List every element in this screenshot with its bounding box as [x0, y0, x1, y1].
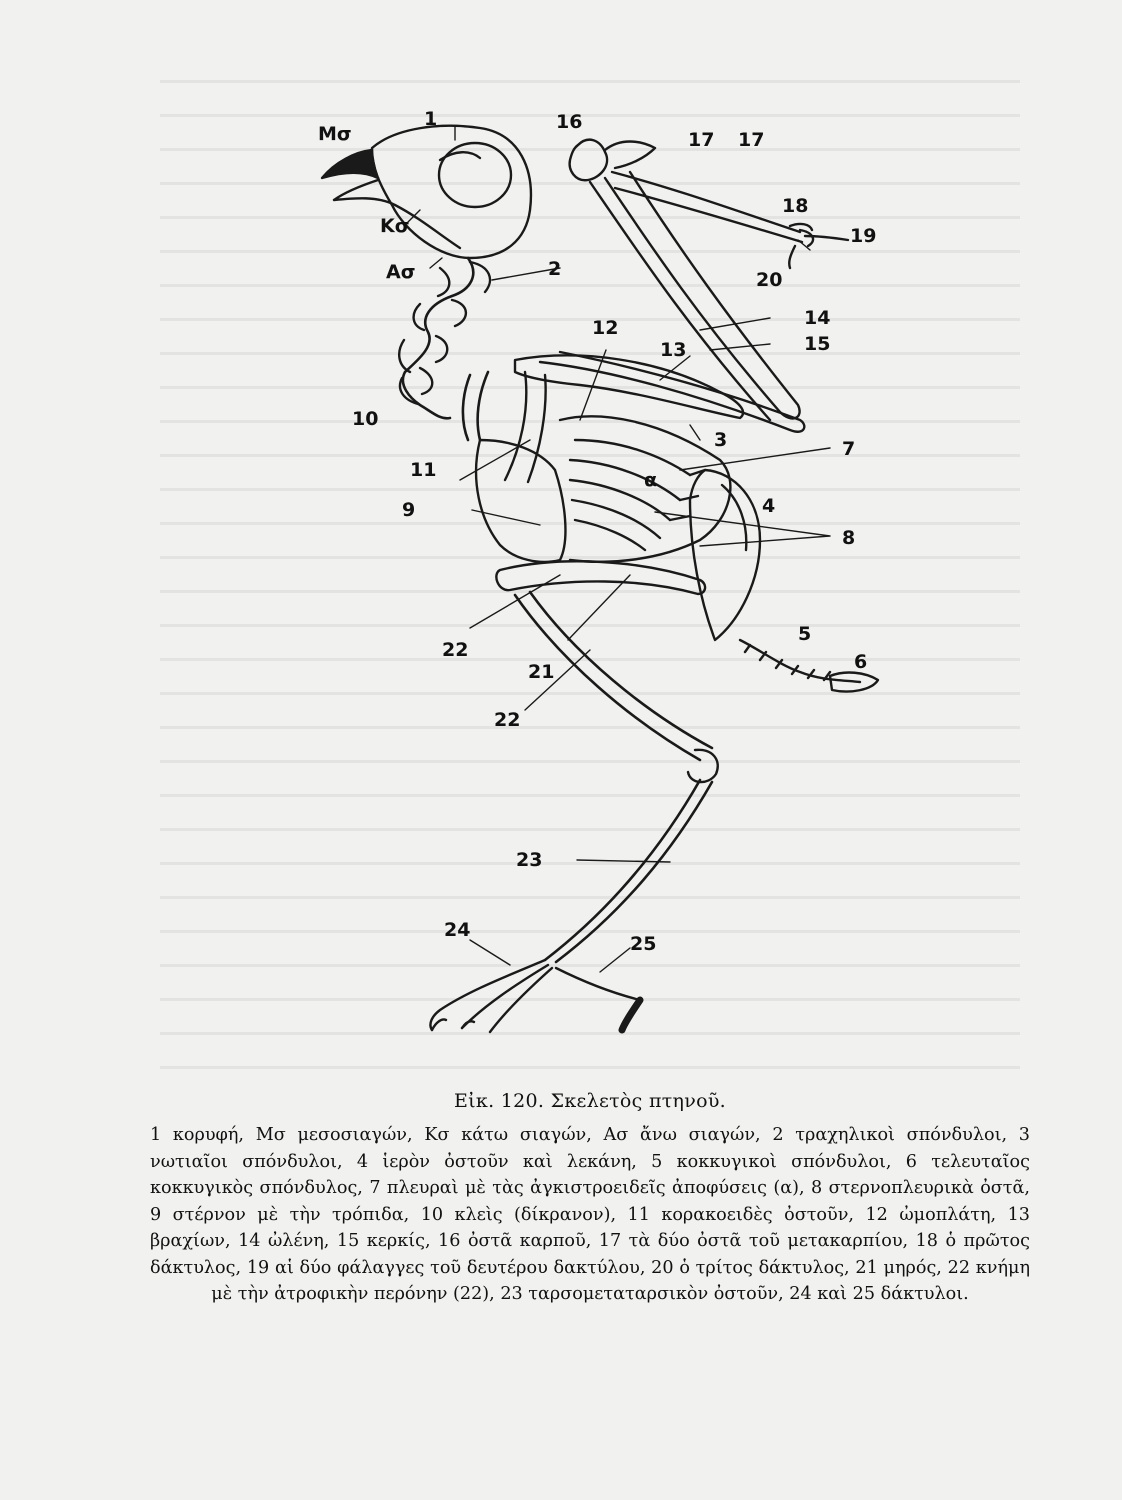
label-a-sigma: Ασ	[386, 261, 416, 283]
label-8: 8	[842, 527, 856, 549]
femur	[496, 561, 705, 594]
label-9: 9	[402, 499, 416, 521]
label-alpha: α	[644, 469, 658, 491]
label-17b: 17	[738, 129, 765, 151]
label-22b: 22	[494, 709, 521, 731]
radius	[590, 182, 770, 420]
label-18: 18	[782, 195, 809, 217]
label-3: 3	[714, 429, 728, 451]
label-21: 21	[528, 661, 555, 683]
carpals	[570, 140, 607, 181]
label-11: 11	[410, 459, 437, 481]
furcula	[463, 372, 488, 440]
label-k-sigma: Κσ	[380, 215, 410, 237]
label-2: 2	[548, 258, 562, 280]
pelvis	[690, 470, 760, 640]
label-17a: 17	[688, 129, 715, 151]
coracoid	[505, 372, 546, 482]
label-5: 5	[798, 623, 812, 645]
label-25: 25	[630, 933, 657, 955]
caption-title: Εἰκ. 120. Σκελετὸς πτηνοῦ.	[453, 1090, 727, 1112]
label-12: 12	[592, 317, 619, 339]
label-19: 19	[850, 225, 877, 247]
ulna	[605, 172, 800, 418]
label-16: 16	[556, 111, 583, 133]
label-20: 20	[756, 269, 783, 291]
digit-3	[789, 246, 795, 268]
sternum	[476, 440, 565, 562]
label-22a: 22	[442, 639, 469, 661]
label-15: 15	[804, 333, 831, 355]
tail-vertebrae	[740, 640, 860, 682]
label-1: 1	[424, 108, 438, 130]
label-23: 23	[516, 849, 543, 871]
figure-caption	[150, 1090, 1030, 1308]
label-14: 14	[804, 307, 831, 329]
label-7: 7	[842, 438, 856, 460]
label-13: 13	[660, 339, 687, 361]
label-24: 24	[444, 919, 471, 941]
label-10: 10	[352, 408, 379, 430]
upper-beak	[322, 150, 378, 178]
toes	[430, 960, 640, 1032]
orbit	[439, 143, 511, 207]
caption-body: 1 κορυφή, Μσ μεσοσιαγών, Κσ κάτω σιαγών, Ασ ἄνω σιαγών, 2 τραχηλικοὶ σπόνδυλοι, 3 νωτιαῖοι σπόνδυλοι, 4 ἱερὸν ὀστοῦν καὶ λεκάνη, 5 κοκκυγικοὶ σπόνδυλοι, 6 τελευταῖος κοκκυγικὸς σπόνδυλος, 7 πλευραὶ μὲ τὰς ἀγκιστροειδεῖς ἀποφύσεις (α), 8 στερνοπλευρικὰ ὀστᾶ, 9 στέρνον μὲ τὴν τρόπιδα, 10 κλεὶς (δίκρανον), 11 κορακοειδὲς ὀστοῦν, 12 ὠμοπλάτη, 13 βραχίων, 14 ὠλένη, 15 κερκίς, 16 ὀστᾶ καρποῦ, 17 τὰ δύο ὀστᾶ τοῦ μετακαρπίου, 18 ὁ πρῶτος δάκτυλος, 19 αἱ δύο φάλαγγες τοῦ δευτέρου δακτύλου, 20 ὁ τρίτος δάκτυλος, 21 μηρός, 22 κνήμη μὲ τὴν ἀτροφικὴν περόνην (22), 23 ταρσομεταταρσικὸν ὀστοῦν, 24 καὶ 25 δάκτυλοι.	[150, 1125, 1030, 1304]
scapula	[515, 355, 743, 418]
label-m-sigma: Μσ	[318, 123, 352, 145]
digit-2	[805, 236, 848, 240]
label-6: 6	[854, 651, 868, 673]
tarsometatarsus	[545, 780, 712, 962]
label-4: 4	[762, 495, 776, 517]
